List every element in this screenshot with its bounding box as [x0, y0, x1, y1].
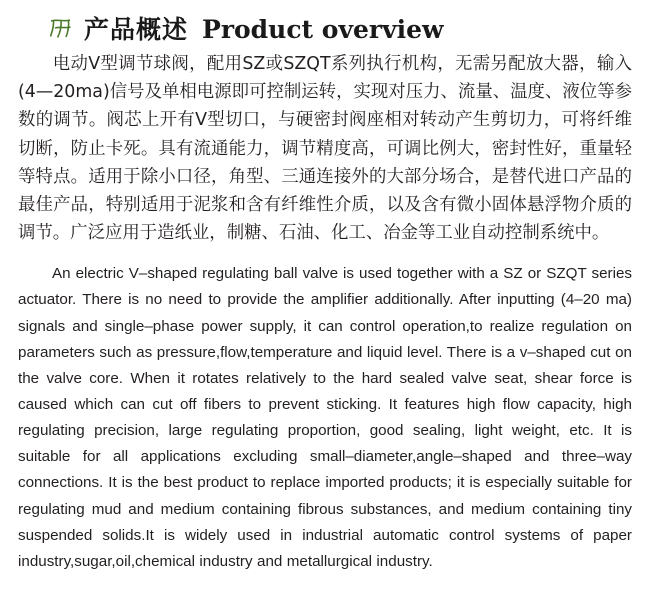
page-title-en: Product overview	[202, 14, 444, 44]
description-paragraph-english: An electric V–shaped regulating ball valve is used together with a SZ or SZQT series actuator. There is no need to provide the amplifier additionally. After inputting (4–20 ma) signals and single–phase power supply, it can control operation,to realize regulation on parameters such as pressure,flow,temperature and liquid level. There is a v–shaped cut on the valve core. When it rotates relatively to the hard sealed valve seat, shear force is caused which can cut off fibers to prevent sticking. It features high flow capacity, high regulating precision, large regulating proportion, good sealing, light weight, etc. It is suitable for all applications excluding small–diameter,angle–shaped and three–way connections. It is the best product to replace imported products; it is especially suitable for regulating mud and medium containing fibrous substances, and medium containing tiny suspended solids.It is widely used in industrial automatic control systems of paper industry,sugar,oil,chemical industry and metallurgical industry.	[18, 265, 632, 570]
section-header	[18, 16, 632, 42]
page-title-cn: 产品概述	[84, 14, 189, 44]
company-monogram-icon	[48, 16, 74, 42]
description-paragraph-chinese: 电动V型调节球阀，配用SZ或SZQT系列执行机构，无需另配放大器，输入(4—20ma)信号及单相电源即可控制运转，实现对压力、流量、温度、液位等参数的调节。阀芯上开有V型切口，与硬密封阀座相对转动产生剪切力，可将纤维切断，防止卡死。具有流通能力，调节精度高，可调比例大，密封性好，重量轻等特点。适用于除小口径，角型、三通连接外的大部分场合，是替代进口产品的最佳产品，特别适用于泥浆和含有纤维性介质，以及含有微小固体悬浮物介质的调节。广泛应用于造纸业，制糖、石油、化工、冶金等工业自动控制系统中。	[18, 54, 632, 244]
